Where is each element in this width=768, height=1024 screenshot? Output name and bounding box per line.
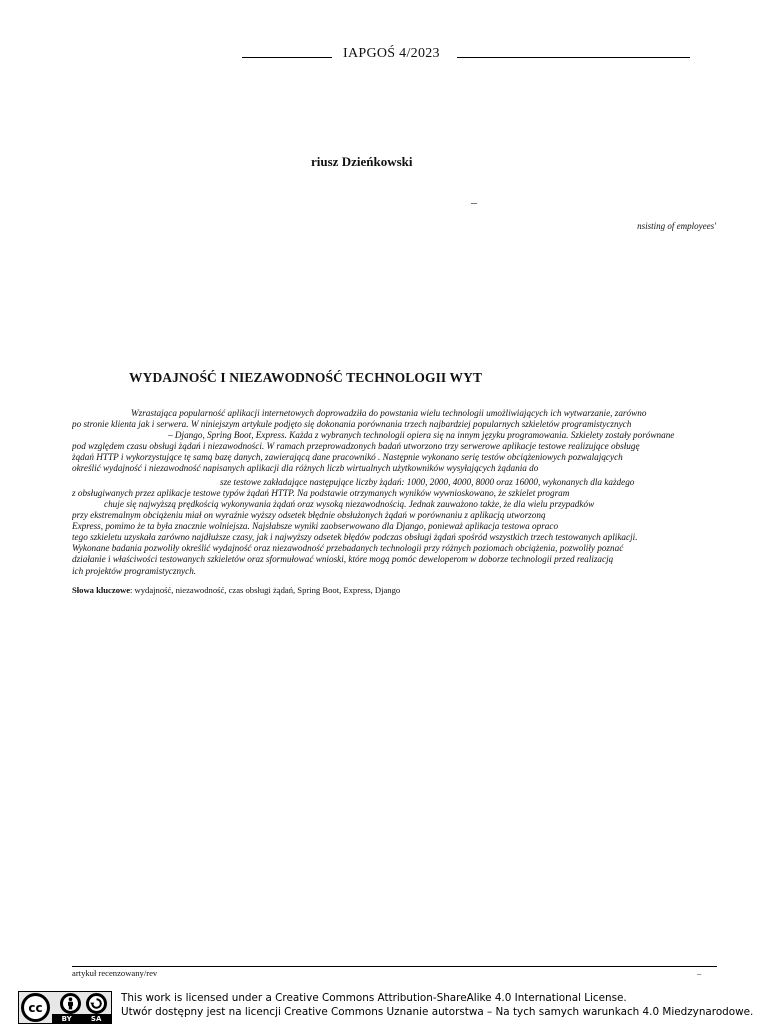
abstract-line: chuje się najwyższą prędkością wykonywania żądań oraz wysoką niezawodnością. Jednak zauważono także, że dla wielu przypadków bbox=[104, 499, 595, 509]
person-icon bbox=[65, 997, 76, 1010]
abstract-line: ich projektów programistycznych. bbox=[72, 566, 197, 576]
cc-by-sa-badge[interactable] bbox=[18, 991, 112, 1024]
abstract-line: żądań HTTP i wykorzystujące tę samą bazę danych, zawierającą dane pracownikó . Następnie wykonano serię testów obciążeniowych pozwalających bbox=[72, 452, 623, 462]
review-note: artykuł recenzowany/rev bbox=[72, 968, 158, 978]
keywords-value: : wydajność, niezawodność, czas obsługi żądań, Spring Boot, Express, Django bbox=[130, 585, 401, 595]
abstract-line: – Django, Spring Boot, Express. Każda z wybranych technologii opiera się na innym języku programowania. Szkielety zostały porównane bbox=[168, 430, 675, 440]
cc-icon-text: cc bbox=[28, 1000, 43, 1015]
badge-sa: SA bbox=[90, 1014, 102, 1023]
abstract-line: sze testowe zakładające następujące liczby żądań: 1000, 2000, 4000, 8000 oraz 16000, wykonanych dla każdego bbox=[220, 477, 635, 487]
footer-dash: – bbox=[697, 968, 702, 978]
license-line-en: This work is licensed under a Creative Commons Attribution-ShareAlike 4.0 International License. bbox=[121, 992, 627, 1004]
abstract-line: z obsługiwanych przez aplikacje testowe typów żądań HTTP. Na podstawie otrzymanych wyników wywnioskowano, że szkielet program bbox=[72, 488, 570, 498]
keywords bbox=[72, 585, 400, 595]
badge-by: BY bbox=[61, 1014, 72, 1023]
abstract-line: tego szkieletu uzyskała zarówno najdłuższe czasy, jak i najwyższy odsetek błędów podczas obsługi żądań spośród wszystkich trzech testowanych aplikacji. bbox=[72, 532, 638, 542]
journal-header: IAPGOŚ 4/2023 bbox=[343, 46, 440, 61]
abstract-line: przy ekstremalnym obciążeniu miał on wyraźnie wyższy odsetek błędnie obsłużonych żądań w porównaniu z aplikacją utworzoną bbox=[72, 510, 546, 520]
abstract-line: po stronie klienta jak i serwera. W niniejszym artykule podjęto się dokonania porównania trzech najbardziej popularnych szkieletów programistycznych bbox=[72, 419, 632, 429]
article-title: WYDAJNOŚĆ I NIEZAWODNOŚĆ TECHNOLOGII WYT bbox=[129, 370, 483, 385]
footer-rule bbox=[72, 966, 717, 967]
abstract-line: Express, pomimo że ta była znacznie wolniejsza. Najsłabsze wyniki zaobserwowano dla Django, ponieważ aplikacja testowa opraco bbox=[72, 521, 559, 531]
badge-strip bbox=[52, 1014, 111, 1023]
share-alike-icon bbox=[86, 993, 107, 1014]
affiliation-dash: – bbox=[471, 195, 477, 209]
share-alike-arrow-icon bbox=[90, 997, 103, 1010]
abstract-line: Wykonane badania pozwoliły określić wydajność oraz niezawodność przebadanych technologii przy różnych poziomach obciążenia, pozwoliły poznać bbox=[72, 543, 624, 553]
abstract-line: Wzrastająca popularność aplikacji internetowych doprowadziła do powstania wielu technologii umożliwiających ich wytwarzanie, zarówno bbox=[131, 408, 647, 418]
keywords-label: Słowa kluczowe bbox=[72, 585, 131, 595]
header-rule-right bbox=[457, 57, 690, 58]
attribution-icon bbox=[60, 993, 81, 1014]
abstract-line: pod względem czasu obsługi żądań i niezawodności. W ramach przeprowadzonych badań utworzono trzy serwerowe aplikacje testowe realizujące obsługę bbox=[72, 441, 640, 451]
cc-icon bbox=[21, 993, 50, 1022]
abstract-line: działanie i właściwości testowanych szkieletów oraz sformułować wnioski, które mogą pomóc deweloperom w doborze technologii przed realizacją bbox=[72, 554, 614, 564]
license-line-pl: Utwór dostępny jest na licencji Creative Commons Uznanie autorstwa – Na tych samych warunkach 4.0 Miedzynarodowe. bbox=[121, 1006, 754, 1018]
abstract-line: określić wydajność i niezawodność napisanych aplikacji dla różnych liczb wirtualnych użytkowników wysyłających żądania do bbox=[72, 463, 539, 473]
license-block bbox=[18, 991, 758, 1021]
affiliation-fragment: nsisting of employees' bbox=[637, 221, 716, 231]
header-rule-left bbox=[242, 57, 332, 58]
author-name: riusz Dzieńkowski bbox=[311, 154, 413, 169]
